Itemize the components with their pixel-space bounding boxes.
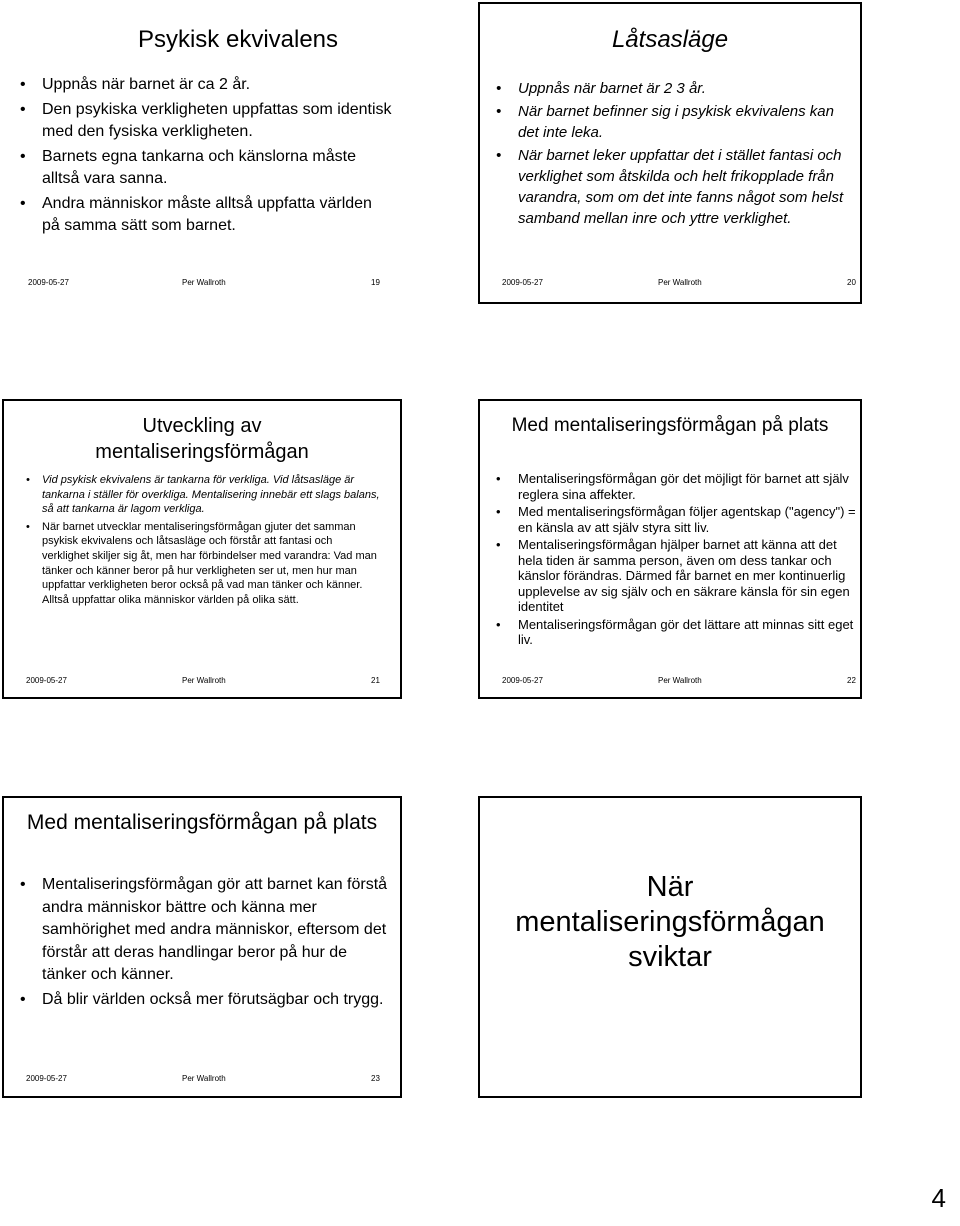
slide-24 xyxy=(478,796,862,1098)
footer-author: Per Wallroth xyxy=(182,676,226,685)
footer-author: Per Wallroth xyxy=(182,1074,226,1083)
slide-21 xyxy=(2,399,402,699)
slide-title: När mentaliseringsförmågan sviktar xyxy=(515,871,825,973)
footer-author: Per Wallroth xyxy=(658,676,702,685)
list-item: • Mentaliseringsförmågan gör att barnet kan förstå andra människor bättre och känna mer samhörighet med andra människor, eftersom det förstår att deras handlingar beror på hur de tänker och känner. xyxy=(20,876,388,984)
footer-date: 2009-05-27 xyxy=(26,676,67,685)
slide-20 xyxy=(478,2,862,304)
list-item: • Med mentaliseringsförmågan följer agentskap ("agency") = en känsla av att själv styra sitt liv. xyxy=(496,504,856,535)
list-item: • Den psykiska verkligheten uppfattas som identisk med den fysiska verkligheten. xyxy=(20,101,392,140)
list-item: • Andra människor måste alltså uppfatta världen på samma sätt som barnet. xyxy=(20,195,372,234)
list-item: • När barnet utvecklar mentaliseringsförmågan gjuter det samman psykisk ekvivalens och låtsasläge och förstår att fantasi och verklighet skiljer sig åt, men har förbindelser med varandra: Vad man tänker och känner beror på hur verkligheten ser ut, men hur man uppfattar verkligheten beror också på vad man tänker och känner. Alltså uppfattar olika människor världen på olika sätt. xyxy=(26,520,377,606)
footer-date: 2009-05-27 xyxy=(502,676,543,685)
slide-22 xyxy=(478,399,862,699)
list-item: • Vid psykisk ekvivalens är tankarna för verkliga. Vid låtsasläge är tankarna i ställer för overkliga. Mentalisering innebär ett slags balans, så att tankarna är lagom verkliga. xyxy=(26,474,380,516)
footer-slide-number: 23 xyxy=(371,1074,380,1083)
bullet-list xyxy=(496,78,854,229)
list-item: • Uppnås när barnet är 2 3 år. xyxy=(496,80,706,97)
footer-date: 2009-05-27 xyxy=(502,278,543,287)
list-item: • Då blir världen också mer förutsägbar och trygg. xyxy=(20,990,384,1008)
slide-19 xyxy=(2,2,474,304)
bullet-list xyxy=(20,74,392,237)
slide-title: Med mentaliseringsförmågan på plats xyxy=(511,415,829,436)
slide-23 xyxy=(2,796,402,1098)
footer-slide-number: 21 xyxy=(371,676,380,685)
list-item: • Mentaliseringsförmågan gör det lättare att minnas sitt eget liv. xyxy=(496,616,854,647)
footer-slide-number: 22 xyxy=(847,676,856,685)
footer-date: 2009-05-27 xyxy=(28,278,69,287)
bullet-list xyxy=(26,473,382,607)
bullet-list xyxy=(20,874,390,1012)
slide-title: Utveckling av mentaliseringsförmågan xyxy=(95,415,309,463)
footer-slide-number: 19 xyxy=(371,278,380,287)
list-item: • Mentaliseringsförmågan gör det möjligt för barnet att själv reglera sina affekter. xyxy=(496,471,849,502)
list-item: • Barnets egna tankarna och känslorna måste alltså vara sanna. xyxy=(20,148,356,187)
list-item: • Uppnås när barnet är ca 2 år. xyxy=(20,76,251,93)
footer-author: Per Wallroth xyxy=(658,278,702,287)
page-number: 4 xyxy=(931,1183,946,1213)
bullet-list xyxy=(496,471,860,648)
slide-title: Med mentaliseringsförmågan på plats xyxy=(26,811,378,834)
slide-title: Låtsasläge xyxy=(611,26,729,53)
list-item: • Mentaliseringsförmågan hjälper barnet att känna att det hela tiden är samma person, även om dess tankar och känslor förändras. Därmed får barnet en mer kontinuerlig upplevelse av sig själv och en säkrare känsla för sin egen identitet xyxy=(496,537,850,614)
footer-slide-number: 20 xyxy=(847,278,856,287)
footer-author: Per Wallroth xyxy=(182,278,226,287)
list-item: • När barnet leker uppfattar det i stället fantasi och verklighet som åtskilda och helt frikopplade från varandra, som om det inte fanns något som helst samband mellan inre och yttre verklighet. xyxy=(496,147,844,227)
list-item: • När barnet befinner sig i psykisk ekvivalens kan det inte leka. xyxy=(496,103,834,141)
slide-title: Psykisk ekvivalens xyxy=(137,26,339,53)
footer-date: 2009-05-27 xyxy=(26,1074,67,1083)
